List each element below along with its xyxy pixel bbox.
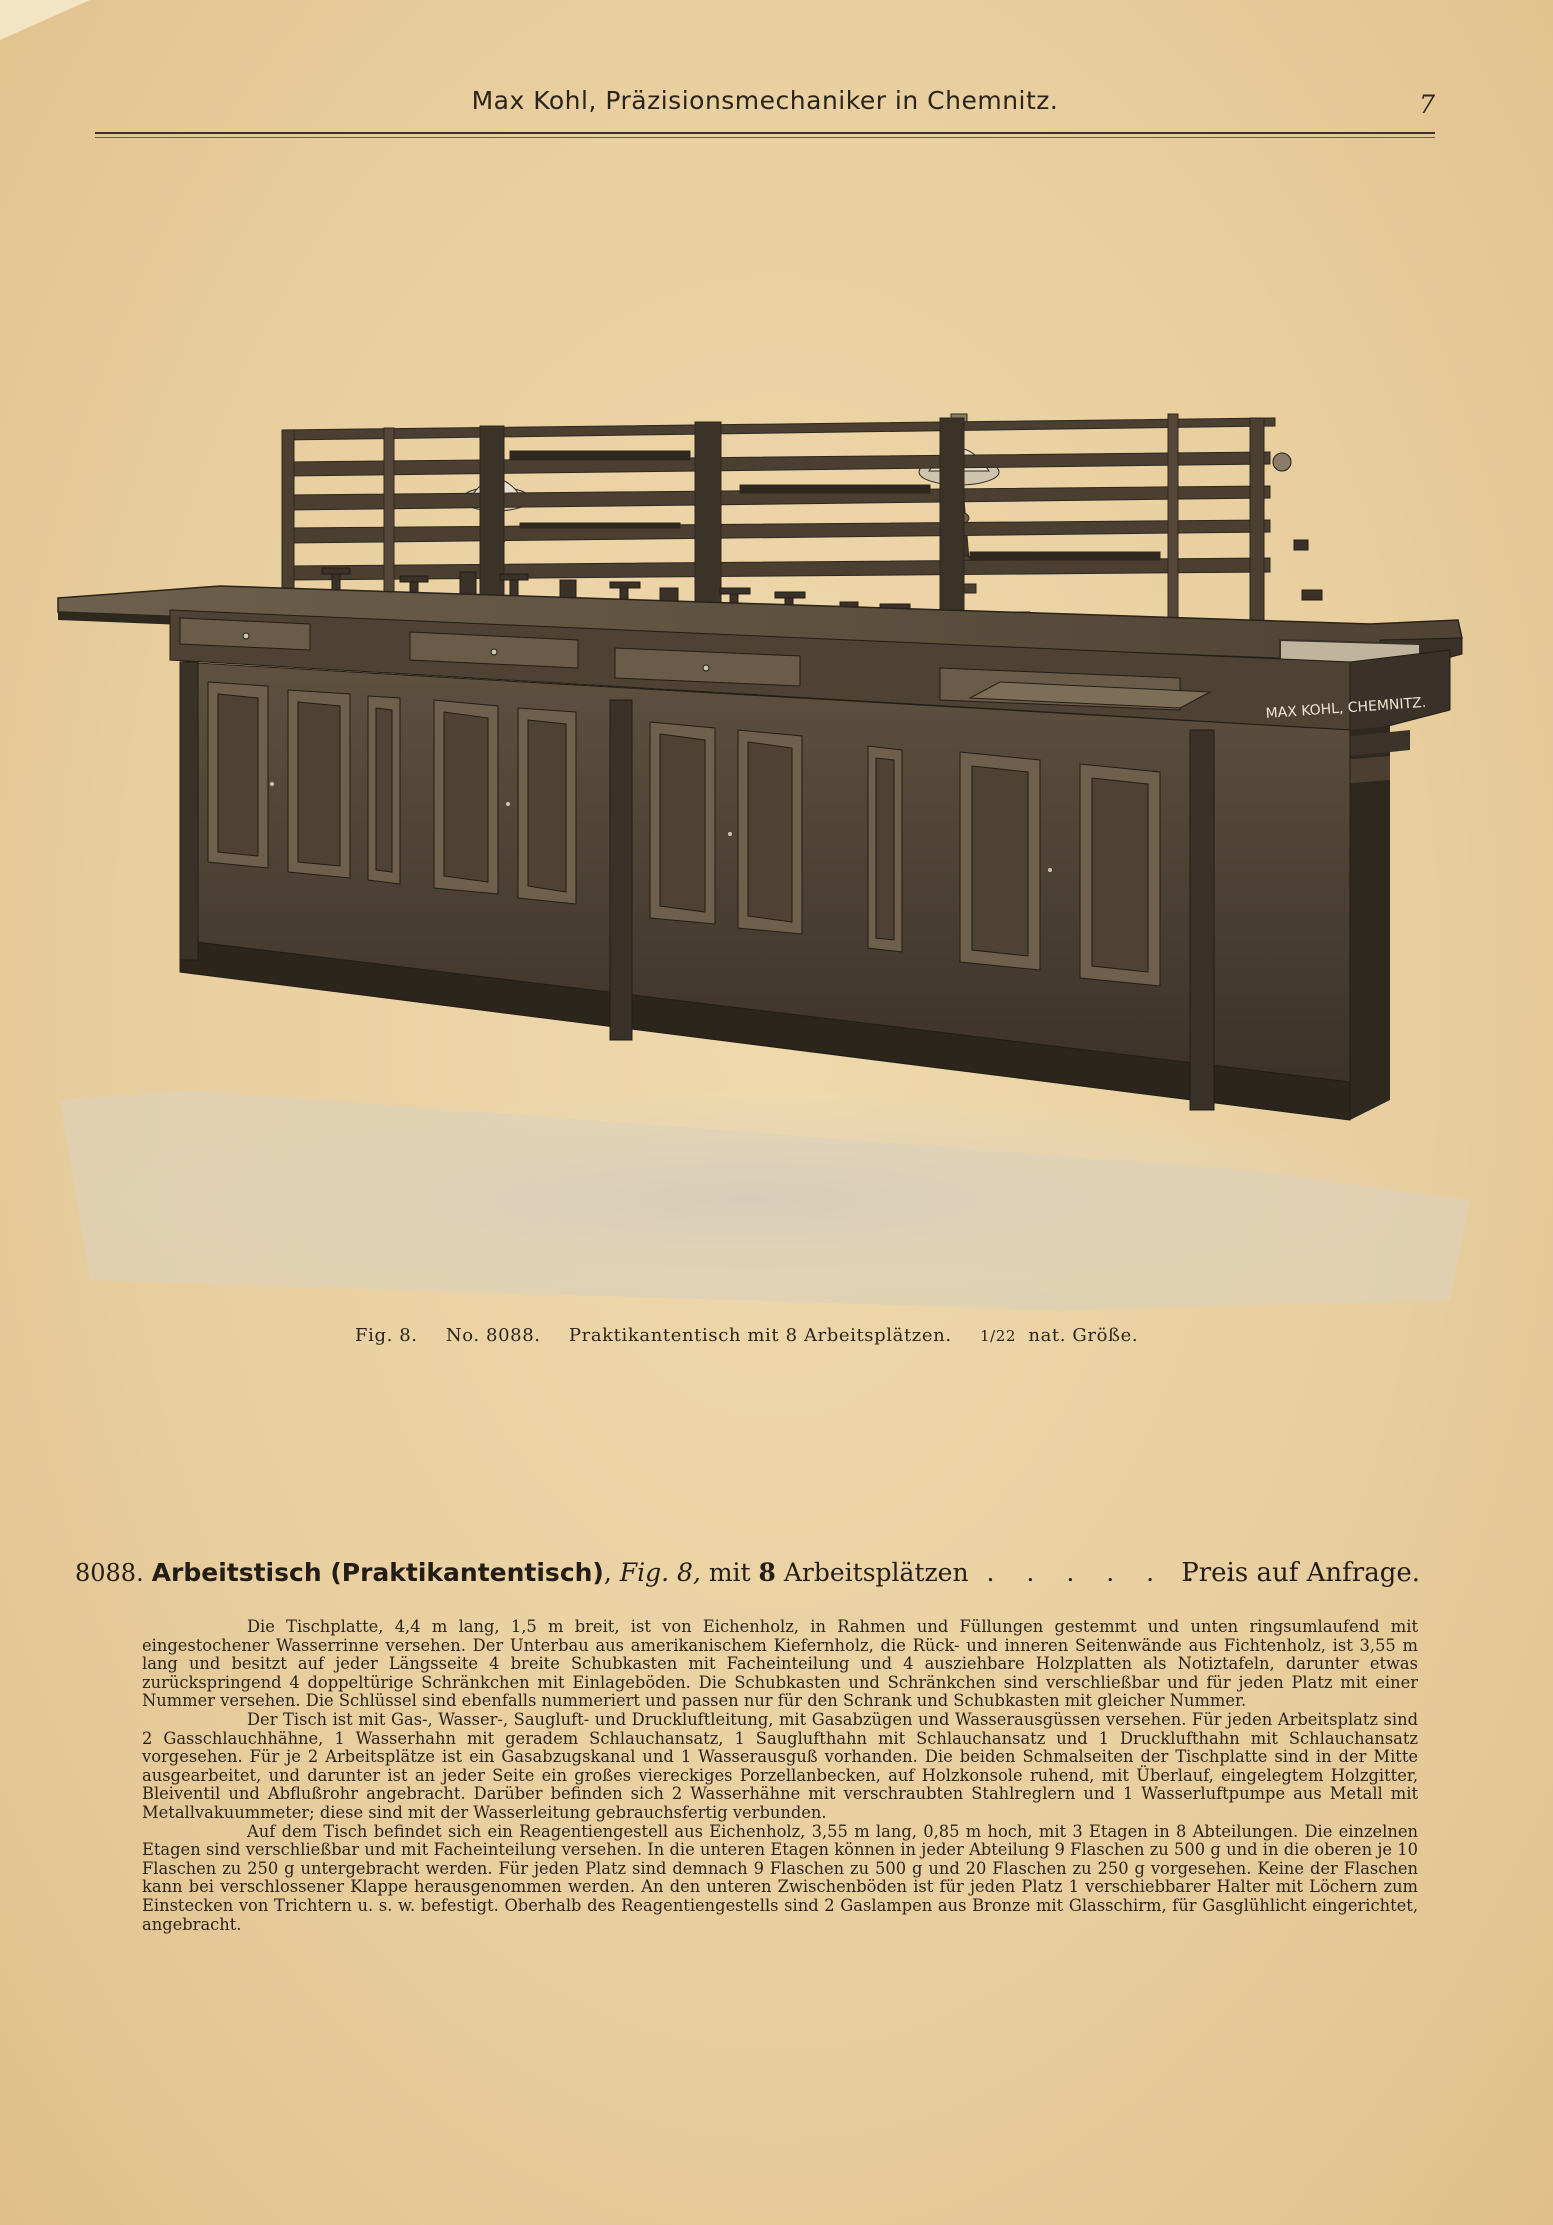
caption-number: No. 8088.	[445, 1325, 541, 1346]
description-text	[142, 1618, 1418, 1934]
paragraph: Der Tisch ist mit Gas-, Wasser-, Saugluft- und Druckluftleitung, mit Gasabzügen und Wasserausgüssen versehen. Für jeden Arbeitsplatz sind 2 Gasschlauchhähne, 1 Wasserhahn mit geradem Schlauchansatz, 1 Sauglufthahn mit Schlauchansatz und 1 Drucklufthahn mit Schlauchansatz vorgesehen. Für je 2 Arbeitsplätze ist ein Gasabzugskanal und 1 Wasserausguß vorhanden. Die beiden Schmalseiten der Tischplatte sind in der Mitte ausgearbeitet, und darunter ist an jeder Seite ein großes viereckiges Porzellanbecken, auf Holzkonsole ruhend, mit Überlauf, eingelegtem Holzgitter, Bleiventil und Abflußrohr angebracht. Darüber befinden sich 2 Wasserhähne mit verschraubten Stahlreglern und 1 Wasserluftpumpe aus Metall mit Metallvakuummeter; diese sind mit der Wasserleitung gebrauchsfertig verbunden.	[142, 1709, 1418, 1822]
entry-mit: mit	[708, 1558, 751, 1587]
caption-scale-suffix: nat. Größe.	[1028, 1325, 1139, 1346]
header-rule-thin	[95, 137, 1435, 138]
maker-plate: MAX KOHL, CHEMNITZ.	[1265, 694, 1427, 722]
header-rule	[95, 132, 1435, 134]
paragraph: Auf dem Tisch befindet sich ein Reagentiengestell aus Eichenholz, 3,55 m lang, 0,85 m hoch, mit 3 Etagen in 8 Abteilungen. Die einzelnen Etagen sind verschließbar und mit Facheinteilung versehen. In die unteren Etagen können in jeder Abteilung 9 Flaschen zu 500 g und in die oberen je 10 Flaschen zu 250 g untergebracht werden. Für jeden Platz sind demnach 9 Flaschen zu 500 g und 20 Flaschen zu 250 g vorgesehen. Keine der Flaschen kann bei verschlossener Klappe herausgenommen werden. An den unteren Zwischenböden ist für jeden Platz 1 verschiebbarer Halter mit Löchern zum Einstecken von Trichtern u. s. w. befestigt. Oberhalb des Reagentiengestells sind 2 Gaslampen aus Bronze mit Glasschirm, für Gasglühlicht eingerichtet, angebracht.	[142, 1821, 1418, 1934]
running-title: Max Kohl, Präzisionsmechaniker in Chemnitz.	[471, 86, 1059, 115]
entry-title: Arbeitstisch (Praktikantentisch)	[151, 1558, 604, 1587]
running-head	[95, 82, 1435, 132]
page-number: 7	[1419, 90, 1435, 119]
catalog-entry-heading: 8088. Arbeitstisch (Praktikantentisch), Fig. 8, mit 8 Arbeitsplätzen . . . . . . . Preis auf Anfrage.	[75, 1558, 1420, 1588]
entry-price: Preis auf Anfrage.	[1181, 1558, 1420, 1588]
entry-fig-ref: Fig. 8,	[619, 1558, 701, 1587]
torn-corner	[0, 0, 90, 40]
caption-scale: 1/22	[979, 1327, 1017, 1345]
caption-title: Praktikantentisch mit 8 Arbeitsplätzen.	[568, 1325, 952, 1346]
caption-fig: Fig. 8.	[355, 1325, 418, 1346]
entry-rest: Arbeitsplätzen	[783, 1558, 969, 1587]
figure-caption	[355, 1325, 1255, 1346]
lab-table-engraving	[50, 400, 1470, 1310]
lab-table-illustration	[50, 400, 1470, 1310]
cupboard-base	[180, 662, 1350, 1120]
entry-number: 8088.	[75, 1559, 144, 1587]
paragraph: Die Tischplatte, 4,4 m lang, 1,5 m breit, ist von Eichenholz, in Rahmen und Füllungen gestemmt und unten ringsumlaufend mit eingestochener Wasserrinne versehen. Der Unterbau aus amerikanischem Kiefernholz, die Rück- und inneren Seitenwände aus Fichtenholz, ist 3,55 m lang und besitzt auf jeder Längsseite 4 breite Schubkasten mit Facheinteilung und 4 ausziehbare Holzplatten als Notiztafeln, darunter etwas zurückspringend 4 doppeltürige Schränkchen mit Einlageböden. Die Schubkasten und Schränkchen sind verschließbar und für jeden Platz mit einer Nummer versehen. Die Schlüssel sind ebenfalls nummeriert und passen nur für den Schrank und Schubkasten mit gleicher Nummer.	[142, 1617, 1418, 1711]
entry-leader-dots: . . . . . . .	[986, 1558, 1246, 1587]
entry-count: 8	[758, 1558, 776, 1587]
